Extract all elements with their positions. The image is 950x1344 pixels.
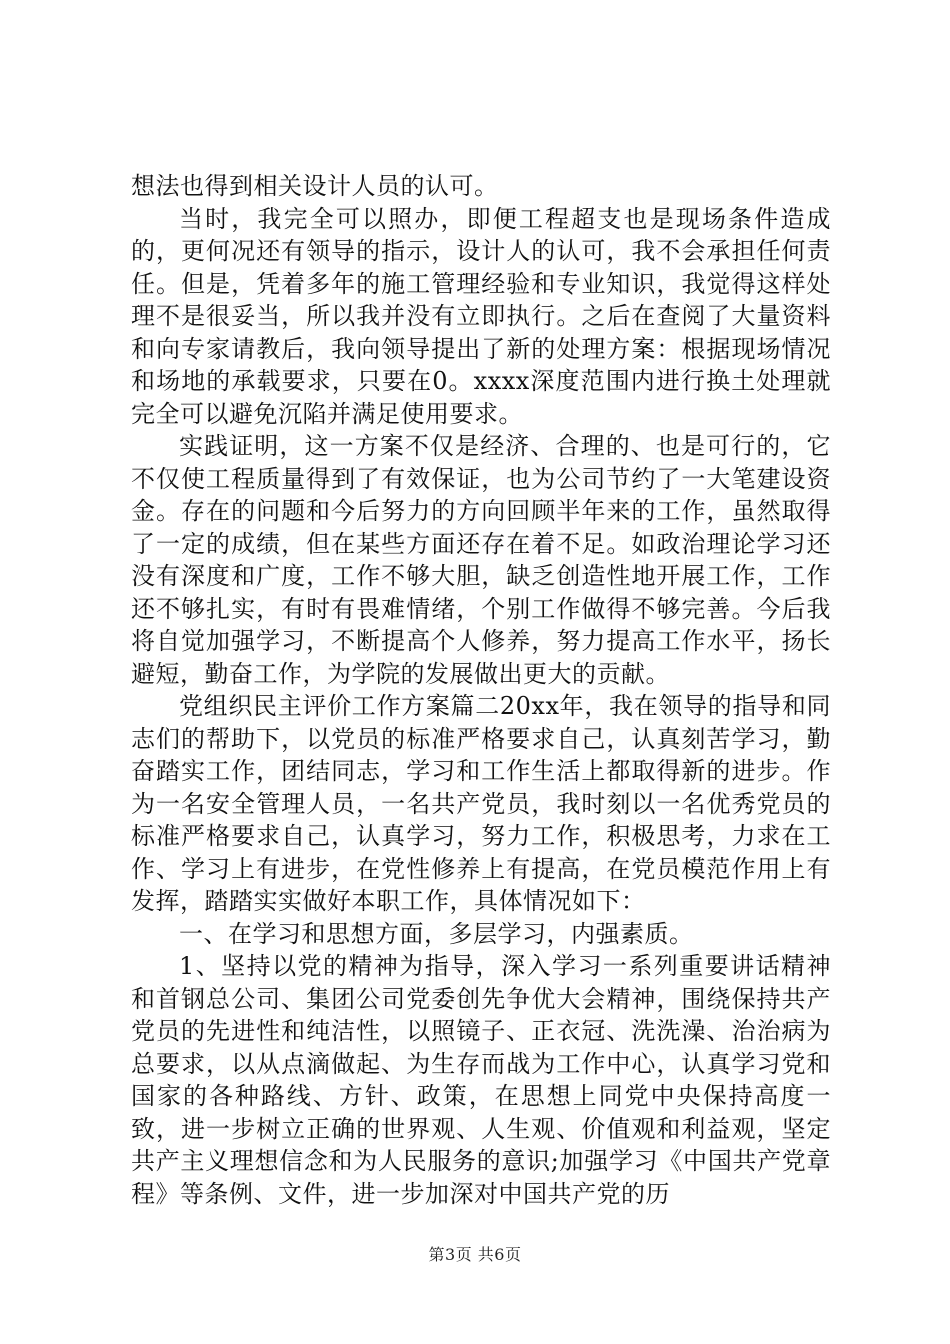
paragraph-4: 党组织民主评价工作方案篇二20xx年，我在领导的指导和同志们的帮助下，以党员的标准严格要求自己，认真刻苦学习，勤奋踏实工作，团结同志，学习和工作生活上都取得新的进步。作为一名安全管理人员，一名共产党员，我时刻以一名优秀党员的标准严格要求自己，认真学习，努力工作，积极思考，力求在工作、学习上有进步，在党性修养上有提高，在党员模范作用上有发挥，踏踏实实做好本职工作，具体情况如下：	[131, 692, 831, 915]
paragraph-5-section-heading: 一、在学习和思想方面，多层学习，内强素质。	[179, 919, 694, 948]
page-number-footer: 第3页 共6页	[428, 1245, 522, 1264]
paragraph-6: 1、坚持以党的精神为指导，深入学习一系列重要讲话精神和首钢总公司、集团公司党委创先争优大会精神，围绕保持共产党员的先进性和纯洁性，以照镜子、正衣冠、洗洗澡、治治病为总要求，以从点滴做起、为生存而战为工作中心，认真学习党和国家的各种路线、方针、政策，在思想上同党中央保持高度一致，进一步树立正确的世界观、人生观、价值观和利益观，坚定共产主义理想信念和为人民服务的意识;加强学习《中国共产党章程》等条例、文件，进一步加深对中国共产党的历	[131, 952, 831, 1208]
paragraph-3: 实践证明，这一方案不仅是经济、合理的、也是可行的，它不仅使工程质量得到了有效保证，也为公司节约了一大笔建设资金。存在的问题和今后努力的方向回顾半年来的工作，虽然取得了一定的成绩，但在某些方面还存在着不足。如政治理论学习还没有深度和广度，工作不够大胆，缺乏创造性地开展工作，工作还不够扎实，有时有畏难情绪，个别工作做得不够完善。今后我将自觉加强学习，不断提高个人修养，努力提高工作水平，扬长避短，勤奋工作，为学院的发展做出更大的贡献。	[131, 432, 831, 688]
paragraph-2: 当时，我完全可以照办，即便工程超支也是现场条件造成的，更何况还有领导的指示，设计人的认可，我不会承担任何责任。但是，凭着多年的施工管理经验和专业知识，我觉得这样处理不是很妥当，所以我并没有立即执行。之后在查阅了大量资料和向专家请教后，我向领导提出了新的处理方案：根据现场情况和场地的承载要求，只要在0。xxxx深度范围内进行换土处理就完全可以避免沉陷并满足使用要求。	[131, 204, 831, 428]
document-body	[131, 170, 831, 1210]
paragraph-1: 想法也得到相关设计人员的认可。	[131, 172, 499, 200]
